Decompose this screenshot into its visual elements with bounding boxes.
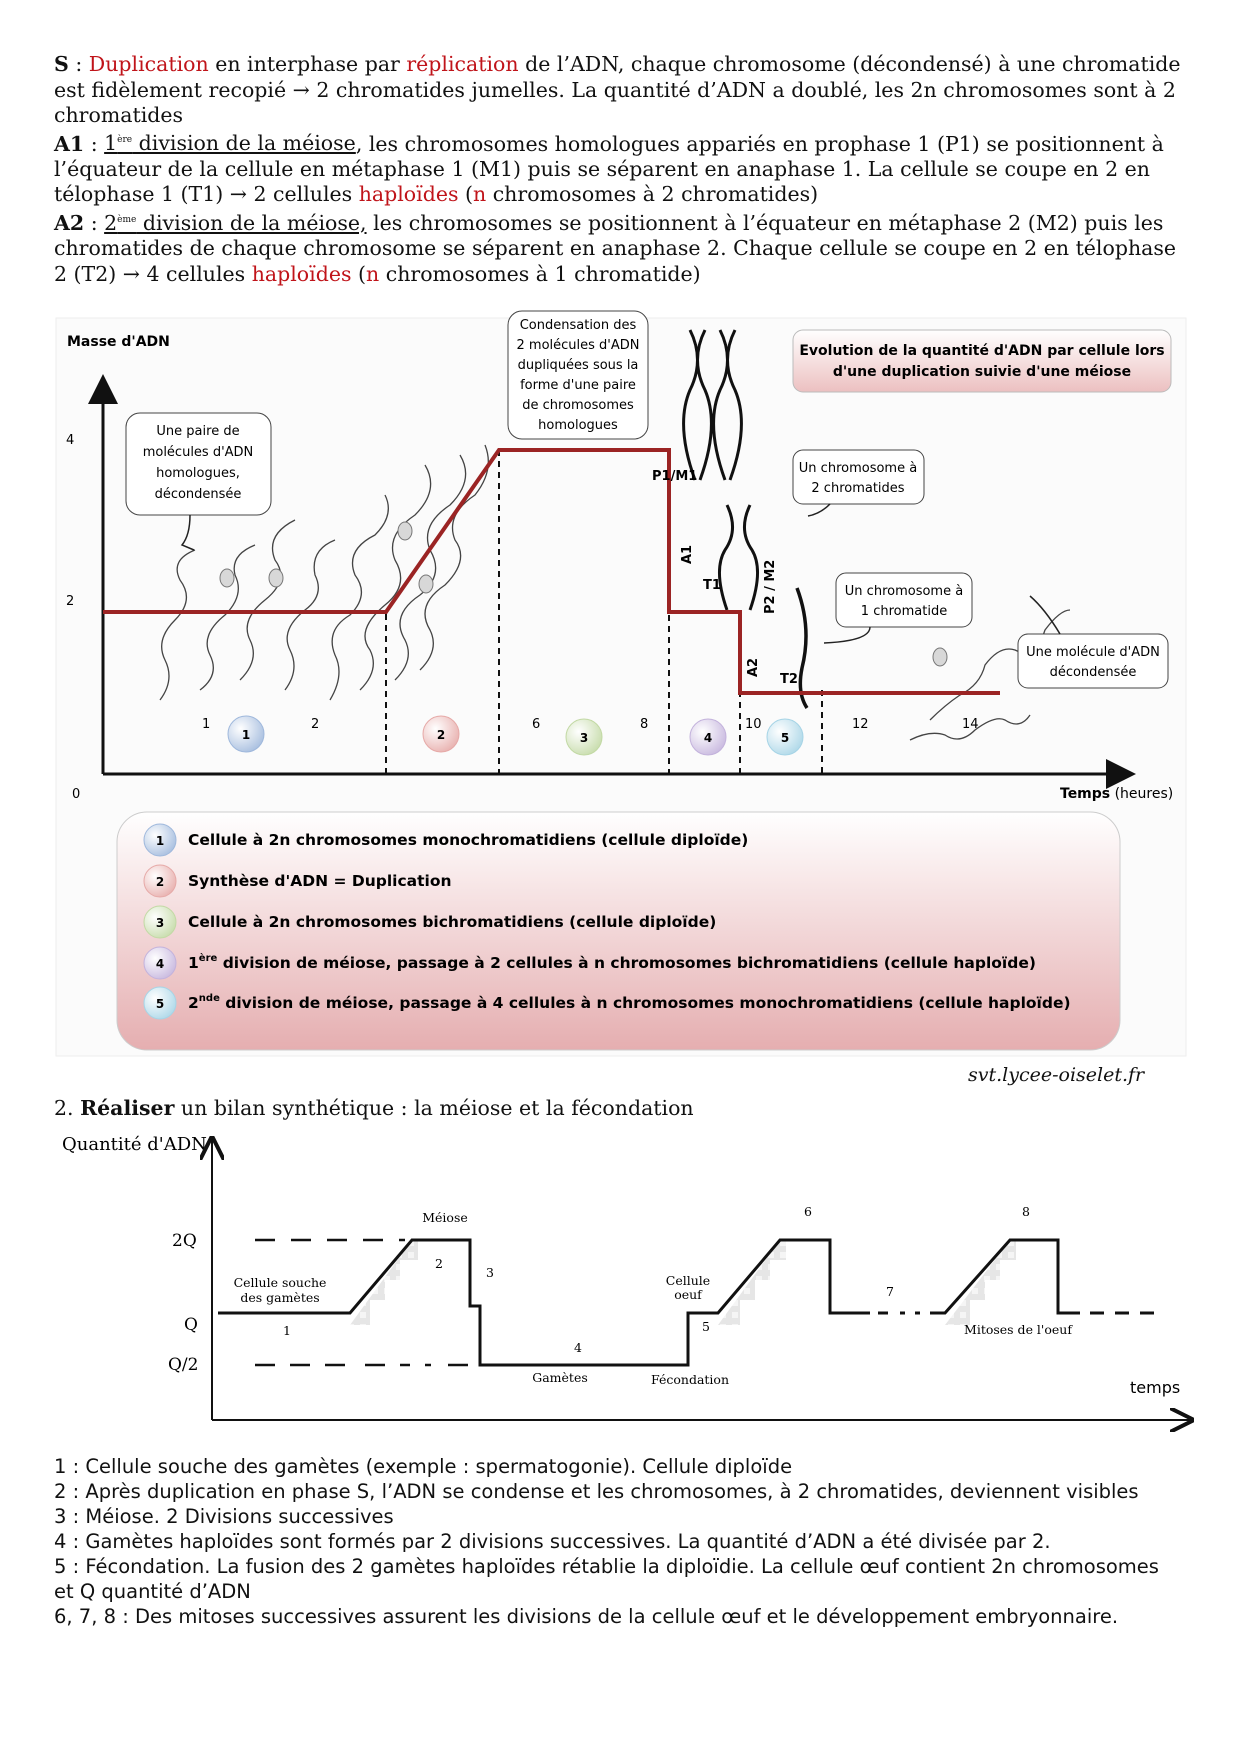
x-tick: 2 (311, 717, 320, 732)
bilan-text (54, 1454, 1184, 1629)
duplication-shading (945, 1240, 1016, 1325)
x-tick: 1 (202, 717, 211, 732)
legend-text-4 (188, 952, 1036, 972)
phase-label-t1: T1 (703, 578, 721, 593)
x-axis-label (1060, 786, 1173, 802)
phase-circle-5-num: 5 (780, 731, 790, 745)
centromere (269, 569, 283, 587)
callout-molecule-line: décondensée (1049, 665, 1137, 680)
x-tick: 14 (962, 717, 979, 732)
label-a1: A1 (54, 131, 85, 156)
callout-condensation-line: dupliquées sous la (517, 358, 639, 373)
bilan-line-1: 1 : Cellule souche des gamètes (exemple : spermatogonie). Cellule diploïde (54, 1455, 793, 1478)
text: chromosomes à 2 chromatides) (486, 182, 819, 207)
centromere (220, 569, 234, 587)
callout-pair-line: homologues, (156, 466, 240, 481)
x-axis-label-bold: Temps (1060, 786, 1111, 802)
fig2-x-axis-label: temps (1130, 1378, 1181, 1397)
text: ( (458, 182, 473, 207)
label-stem-cell: Cellule souche (233, 1275, 327, 1290)
fig2-y-axis-label: Quantité d'ADN (62, 1134, 207, 1155)
x-tick: 10 (745, 717, 762, 732)
phase-circle-2-num: 2 (436, 728, 446, 742)
legend-sup: ère (198, 953, 218, 964)
x-tick: 8 (640, 717, 649, 732)
label-s: S (54, 52, 69, 76)
callout-condensation-line: Condensation des (519, 318, 637, 333)
phase-label-p2m2: P2 / M2 (763, 559, 778, 614)
y-axis-label: Masse d'ADN (67, 334, 170, 350)
callout-condensation-line: homologues (538, 418, 618, 433)
stage-2: 2 (435, 1256, 443, 1271)
callout-chrom2-line: 2 chromatides (811, 481, 905, 496)
stage-7: 7 (886, 1284, 894, 1299)
y-tick-4: 4 (66, 433, 75, 448)
x-tick: 6 (532, 717, 541, 732)
term-duplication: Duplication (88, 52, 209, 76)
u: division de la méiose, (136, 210, 367, 235)
callout-condensation-line: forme d'une paire (520, 378, 636, 393)
bilan-line-3: 3 : Méiose. 2 Divisions successives (54, 1505, 394, 1528)
sep: : (68, 52, 89, 76)
duplication-shading (350, 1240, 418, 1325)
legend-num: 1 (155, 834, 165, 848)
label-egg-cell: oeuf (674, 1287, 702, 1302)
sep: : (84, 131, 105, 156)
text: les chromosomes se positionnent à l’équateur en métaphase 2 (M2) puis les chromatides de chaque chromosome se séparent en anaphase 2. Chaque cellule se coupe en 2 en télophase 2 (T2) → 4 cellules (54, 210, 1177, 286)
u: division de la méiose (132, 131, 356, 156)
legend-num: 4 (155, 957, 165, 971)
num: 1 (104, 131, 118, 156)
legend-rest: division de méiose, passage à 2 cellules à n chromosomes bichromatidiens (cellule haploïde) (217, 954, 1036, 972)
num: 2 (104, 210, 118, 235)
legend-pre: 2 (188, 994, 199, 1012)
legend-pre: 1 (188, 954, 199, 972)
callout-pair-line: molécules d'ADN (142, 445, 254, 460)
legend-num: 5 (155, 997, 165, 1011)
phase-label-a1: A1 (680, 544, 695, 564)
stage-8: 8 (1022, 1204, 1030, 1219)
section-2-bold: Réaliser (80, 1096, 175, 1120)
phase-label-a2: A2 (746, 657, 761, 677)
bilan-line-2: 2 : Après duplication en phase S, l’ADN se condense et les chromosomes, à 2 chromatides, deviennent visibles (54, 1480, 1139, 1503)
legend-sup: nde (198, 993, 220, 1004)
label-a2: A2 (54, 210, 85, 235)
stage-4: 4 (574, 1340, 582, 1355)
figure-title: Evolution de la quantité d'ADN par cellule lors (799, 343, 1165, 359)
phase-circle-4-num: 4 (703, 731, 713, 745)
tick-2q: 2Q (172, 1231, 197, 1251)
label-stem-cell: des gamètes (240, 1290, 320, 1305)
section-2-heading (54, 1096, 694, 1122)
phase-p1: P1 (652, 469, 671, 484)
phase-m1: M1 (675, 469, 698, 484)
callout-molecule-line: Une molécule d'ADN (1026, 645, 1160, 660)
source-credit: svt.lycee-oiselet.fr (968, 1064, 1145, 1086)
centromere (398, 522, 412, 540)
text: de l’ADN, chaque chromosome (décondensé) à une chromatide est fidèlement recopié → 2 chromatides jumelles. La quantité d’ADN a doublé, les 2n chromosomes sont à 2 chromatides (54, 52, 1181, 127)
bilan-line-6: 6, 7, 8 : Des mitoses successives assurent les divisions de la cellule œuf et le développement embryonnaire. (54, 1605, 1119, 1628)
x-tick: 12 (852, 717, 869, 732)
bilan-line-4: 4 : Gamètes haploïdes sont formés par 2 divisions successives. La quantité d’ADN a été divisée par 2. (54, 1530, 1051, 1553)
x-axis-label-rest: (heures) (1110, 786, 1174, 802)
label-egg-cell: Cellule (665, 1273, 711, 1288)
dna-quantity-summary-figure (0, 1120, 1240, 1440)
y-tick-2: 2 (66, 594, 75, 609)
legend-text-5 (188, 993, 1071, 1012)
term-haploides: haploïdes (358, 182, 459, 207)
figure-title-box (793, 330, 1171, 392)
bilan-line-5: 5 : Fécondation. La fusion des 2 gamètes haploïdes rétablie la diploïdie. La cellule œuf contient 2n chromosomes et Q quantité d’ADN (54, 1555, 1159, 1603)
centromere (933, 648, 947, 666)
sup: ère (117, 135, 133, 146)
stage-6: 6 (804, 1204, 812, 1219)
rest: un bilan synthétique : la méiose et la fécondation (174, 1096, 694, 1120)
legend-text-2: Synthèse d'ADN = Duplication (188, 872, 452, 890)
label-mitoses: Mitoses de l'oeuf (964, 1322, 1072, 1337)
text: ( (351, 261, 366, 286)
phase-circle-3-num: 3 (579, 731, 589, 745)
legend-rest: division de méiose, passage à 4 cellules à n chromosomes monochromatidiens (cellule haploïde) (219, 994, 1071, 1012)
text: en interphase par (208, 52, 407, 76)
legend-text-1: Cellule à 2n chromosomes monochromatidiens (cellule diploïde) (188, 831, 749, 849)
num: 2. (54, 1096, 81, 1120)
legend-num: 2 (155, 875, 165, 889)
callout-condensation-line: de chromosomes (522, 398, 634, 413)
callout-chrom2-line: Un chromosome à (798, 461, 918, 476)
legend-num: 3 (155, 916, 165, 930)
text: chromosomes à 1 chromatide) (379, 261, 701, 286)
sup: ème (117, 214, 137, 225)
centromere (419, 575, 433, 593)
legend-text-3: Cellule à 2n chromosomes bichromatidiens (cellule diploïde) (188, 913, 717, 931)
fig2-labels (234, 1204, 1074, 1387)
stage-1: 1 (283, 1323, 291, 1338)
tick-q: Q (184, 1315, 198, 1335)
tick-q2: Q/2 (168, 1355, 199, 1375)
callout-chrom1-line: Un chromosome à (844, 584, 964, 599)
callout-pair-line: Une paire de (156, 424, 240, 439)
text: , les chromosomes homologues appariés en prophase 1 (P1) se positionnent à l’équateur de la cellule en métaphase 1 (M1) puis se séparent en anaphase 1. La cellule se coupe en 2 en télophase 1 (T1) → 2 cellules (54, 131, 1164, 207)
term-haploides: haploïdes (251, 261, 352, 286)
stage-5: 5 (702, 1319, 710, 1334)
callout-chrom1-line: 1 chromatide (860, 604, 948, 619)
figure-subtitle: d'une duplication suivie d'une méiose (832, 364, 1132, 380)
callout-pair-line: décondensée (154, 487, 242, 502)
term-replication: réplication (406, 52, 519, 76)
y-tick-0: 0 (72, 787, 81, 802)
phase-label-p1m1: P1/M1 (652, 469, 698, 484)
label-meiose: Méiose (422, 1210, 468, 1225)
term-n: n (472, 182, 487, 207)
duplication-shading (718, 1240, 786, 1325)
label-fecondation: Fécondation (650, 1372, 730, 1387)
phase-circle-1-num: 1 (241, 728, 251, 742)
sep: : (84, 210, 105, 235)
callout-condensation-line: 2 molécules d'ADN (516, 338, 640, 353)
phase-label-t2: T2 (780, 672, 798, 687)
term-n: n (366, 261, 380, 286)
label-gametes: Gamètes (532, 1370, 588, 1385)
stage-3: 3 (486, 1265, 494, 1280)
